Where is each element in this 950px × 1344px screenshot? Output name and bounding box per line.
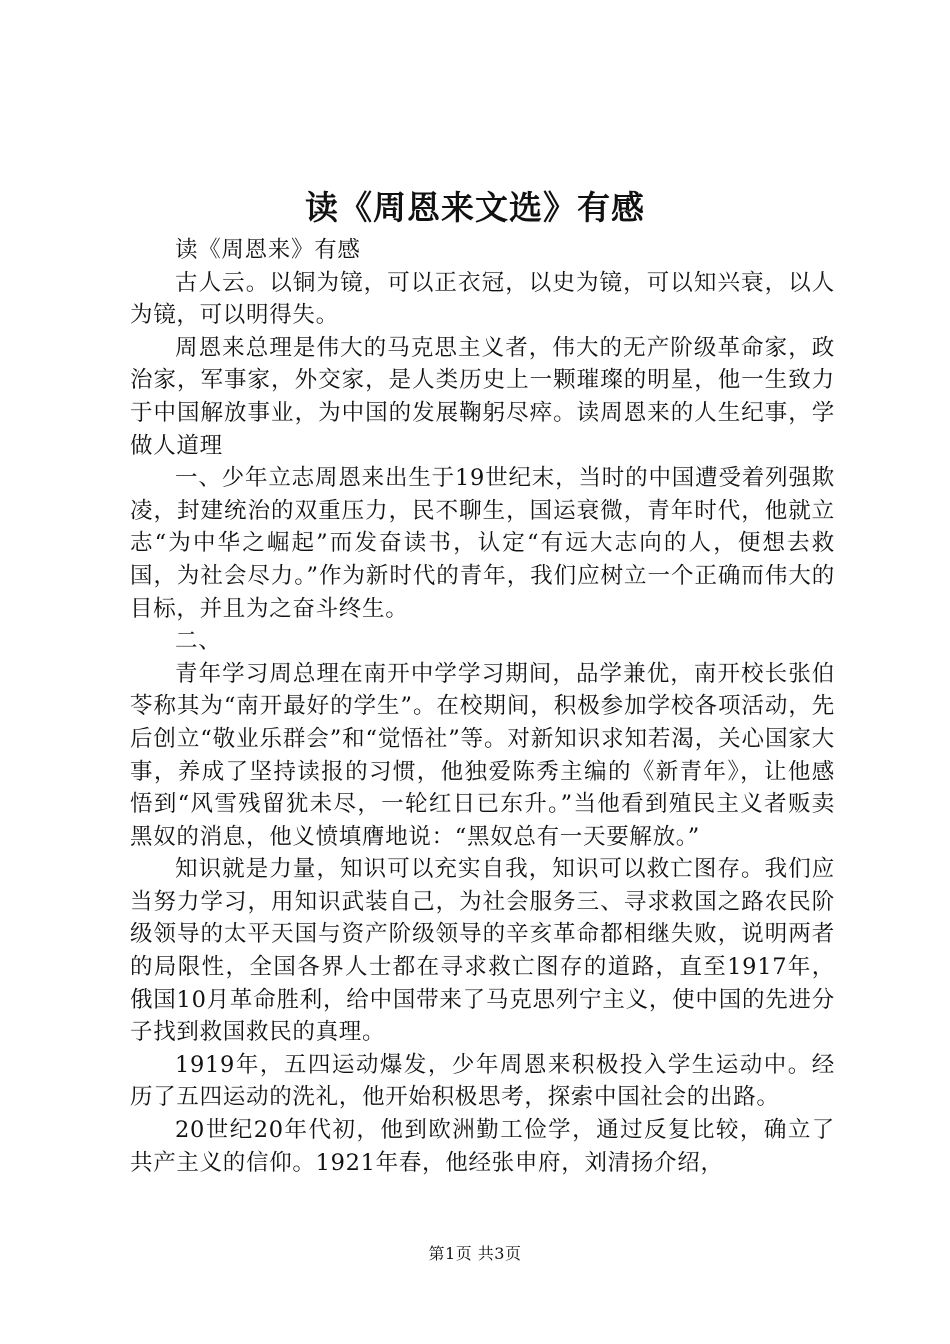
- paragraph-subtitle: 读《周恩来》有感: [175, 237, 361, 263]
- document-title: 读《周恩来文选》有感: [305, 188, 645, 227]
- paragraph-knowledge: 知识就是力量，知识可以充实自我，知识可以救亡图存。我们应当努力学习，用知识武装自己，为社会服务三、寻求救国之路农民阶级领导的太平天国与资产阶级领导的辛亥革命都相继失败，说明两者的局限性，全国各界人士都在寻求救亡图存的道路，直至1917年，俄国10月革命胜利，给中国带来了马克思列宁主义，使中国的先进分子找到救国救民的真理。: [130, 856, 835, 1046]
- paragraph-may-fourth: 1919年，五四运动爆发，少年周恩来积极投入学生运动中。经历了五四运动的洗礼，他开始积极思考，探索中国社会的出路。: [130, 1051, 835, 1111]
- document-body: [130, 234, 835, 1179]
- paragraph-intro: 周恩来总理是伟大的马克思主义者，伟大的无产阶级革命家，政治家，军事家，外交家，是人类历史上一颗璀璨的明星，他一生致力于中国解放事业，为中国的发展鞠躬尽瘁。读周恩来的人生纪事，学做人道理: [130, 334, 835, 459]
- paragraph-section-two-heading: 二、: [175, 628, 222, 655]
- paragraph-section-one: 一、少年立志周恩来出生于19世纪末，当时的中国遭受着列强欺凌，封建统治的双重压力，民不聊生，国运衰微，青年时代，他就立志“为中华之崛起”而发奋读书，认定“有远大志向的人，便想去救国，为社会尽力。”作为新时代的青年，我们应树立一个正确而伟大的目标，并且为之奋斗终生。: [130, 465, 835, 622]
- paragraph-quote: 古人云。以铜为镜，可以正衣冠，以史为镜，可以知兴衰，以人为镜，可以明得失。: [130, 269, 835, 329]
- paragraph-europe: 20世纪20年代初，他到欧洲勤工俭学，通过反复比较，确立了共产主义的信仰。1921年春，他经张申府，刘清扬介绍，: [130, 1117, 835, 1176]
- paragraph-youth-study: 青年学习周总理在南开中学学习期间，品学兼优，南开校长张伯苓称其为“南开最好的学生”。在校期间，积极参加学校各项活动，先后创立“敬业乐群会”和“觉悟社”等。对新知识求知若渴，关心国家大事，养成了坚持读报的习惯，他独爱陈秀主编的《新青年》，让他感悟到“风雪残留犹未尽，一轮红日已东升。”当他看到殖民主义者贩卖黑奴的消息，他义愤填膺地说：“黑奴总有一天要解放。”: [130, 660, 835, 850]
- page-footer: 第1页 共3页: [428, 1244, 522, 1263]
